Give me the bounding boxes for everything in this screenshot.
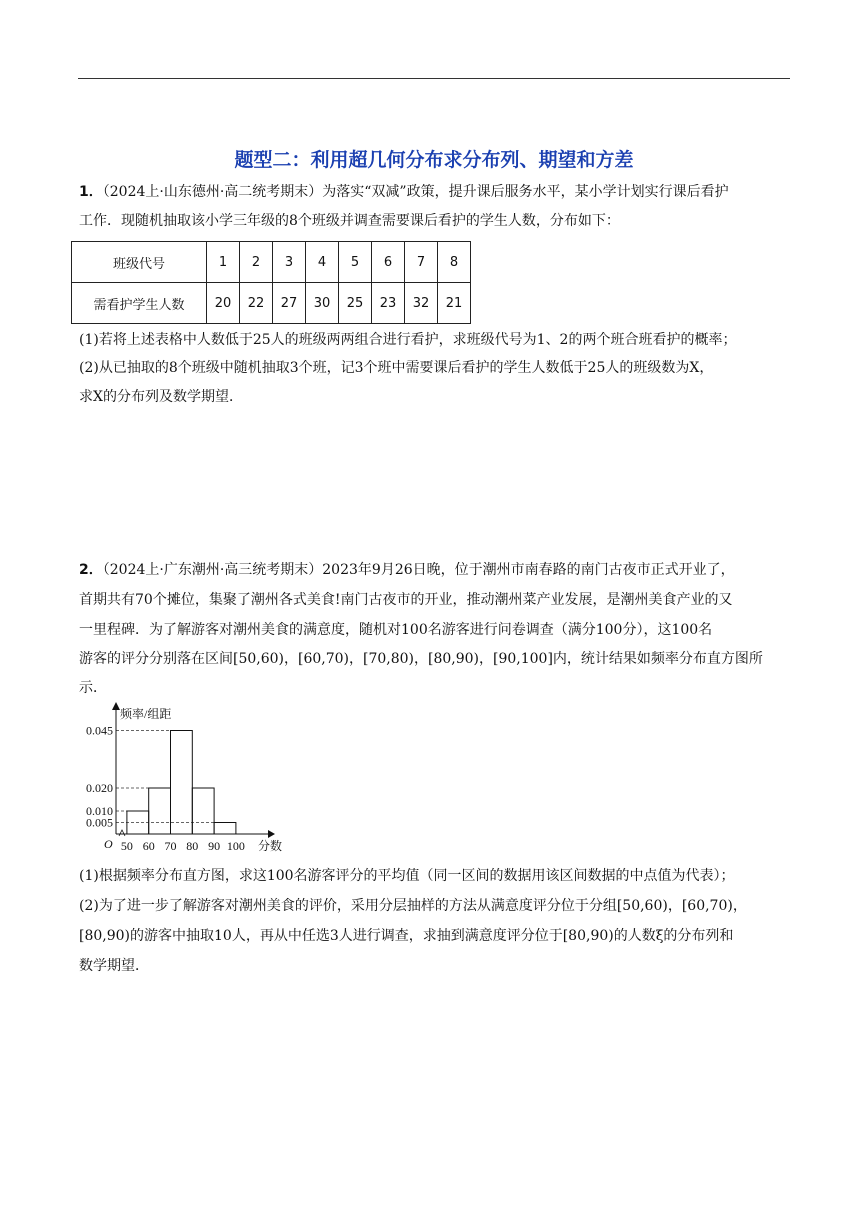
problem1-question2-line2: 求X的分布列及数学期望． — [79, 389, 243, 405]
histogram-bar — [214, 823, 236, 835]
row-header-class-code: 班级代号 — [72, 242, 207, 283]
x-tick-label: 60 — [142, 839, 155, 853]
x-tick-label: 100 — [226, 839, 245, 853]
y-axis-arrow — [112, 702, 120, 710]
table-cell: 1 — [207, 242, 240, 283]
problem2-line3: 一里程碑．为了解游客对潮州美食的满意度，随机对100名游客进行问卷调查（满分100分），这100名 — [79, 622, 713, 638]
y-tick-label: 0.005 — [86, 815, 113, 830]
problem2-number: 2． — [79, 562, 103, 578]
problem1-number: 1． — [79, 184, 103, 200]
problem1-question2-line1: (2)从已抽取的8个班级中随机抽取3个班，记3个班中需要课后看护的学生人数低于25人的班级数为X， — [79, 360, 714, 376]
row-header-student-count: 需看护学生人数 — [72, 283, 207, 324]
table-cell: 2 — [240, 242, 273, 283]
origin-label: O — [104, 837, 113, 851]
x-tick-label: 50 — [120, 839, 133, 853]
table-cell: 25 — [339, 283, 372, 324]
x-tick-label: 70 — [164, 839, 177, 853]
class-data-table — [71, 241, 471, 324]
problem1-line1: 1．（2024上·山东德州·高二统考期末）为落实“双减”政策，提升课后服务水平，某小学计划实行课后看护 — [79, 184, 729, 200]
section-title: 题型二：利用超几何分布求分布列、期望和方差 — [234, 149, 634, 171]
table-cell: 27 — [273, 283, 306, 324]
problem1-line2: 工作．现随机抽取该小学三年级的8个班级并调查需要课后看护的学生人数，分布如下： — [79, 213, 620, 229]
table-cell: 20 — [207, 283, 240, 324]
y-axis-label: 频率/组距 — [120, 707, 172, 721]
histogram-bar — [149, 788, 171, 834]
x-axis-label: 分数 — [258, 839, 283, 853]
table-cell: 4 — [306, 242, 339, 283]
problem2-line4: 游客的评分分别落在区间[50,60)，[60,70)，[70,80)，[80,90)，[90,100]内，统计结果如频率分布直方图所 — [79, 651, 763, 667]
problem2-line2: 首期共有70个摊位，集聚了潮州各式美食!南门古夜市的开业，推动潮州菜产业发展，是潮州美食产业的又 — [79, 592, 733, 608]
table-cell: 22 — [240, 283, 273, 324]
histogram-bar — [192, 788, 214, 834]
table-cell: 6 — [372, 242, 405, 283]
x-tick-label: 90 — [208, 839, 221, 853]
x-axis-arrow — [268, 830, 275, 838]
problem1-question1: (1)若将上述表格中人数低于25人的班级两两组合进行看护，求班级代号为1、2的两个班合班看护的概率； — [79, 332, 737, 348]
table-cell: 7 — [405, 242, 438, 283]
table-cell: 30 — [306, 283, 339, 324]
y-tick-label: 0.020 — [86, 781, 113, 795]
y-tick-label: 0.045 — [86, 723, 113, 738]
axis-break-mark — [119, 830, 125, 836]
table-cell: 21 — [438, 283, 471, 324]
table-cell: 32 — [405, 283, 438, 324]
table-cell: 3 — [273, 242, 306, 283]
table-row — [72, 283, 471, 324]
y-tick-label: 0.010 — [86, 804, 113, 818]
histogram-bar — [171, 731, 193, 835]
table-row — [72, 242, 471, 283]
table-cell: 23 — [372, 283, 405, 324]
x-tick-label: 80 — [186, 839, 199, 853]
problem2-question2-line2: [80,90)的游客中抽取10人，再从中任选3人进行调查，求抽到满意度评分位于[80,90)的人数ξ的分布列和 — [79, 928, 734, 944]
table-cell: 8 — [438, 242, 471, 283]
table-cell: 5 — [339, 242, 372, 283]
frequency-histogram — [78, 700, 298, 860]
problem2-question1: (1)根据频率分布直方图，求这100名游客评分的平均值（同一区间的数据用该区间数据的中点值为代表）； — [79, 868, 735, 884]
problem2-question2-line3: 数学期望． — [79, 958, 149, 974]
problem2-line5: 示． — [79, 680, 107, 696]
problem2-question2-line1: (2)为了进一步了解游客对潮州美食的评价，采用分层抽样的方法从满意度评分位于分组[50,60)，[60,70)， — [79, 898, 747, 914]
problem2-line1: 2．（2024上·广东潮州·高三统考期末）2023年9月26日晚，位于潮州市南春路的南门古夜市正式开业了， — [79, 562, 735, 578]
header-rule — [78, 78, 790, 79]
